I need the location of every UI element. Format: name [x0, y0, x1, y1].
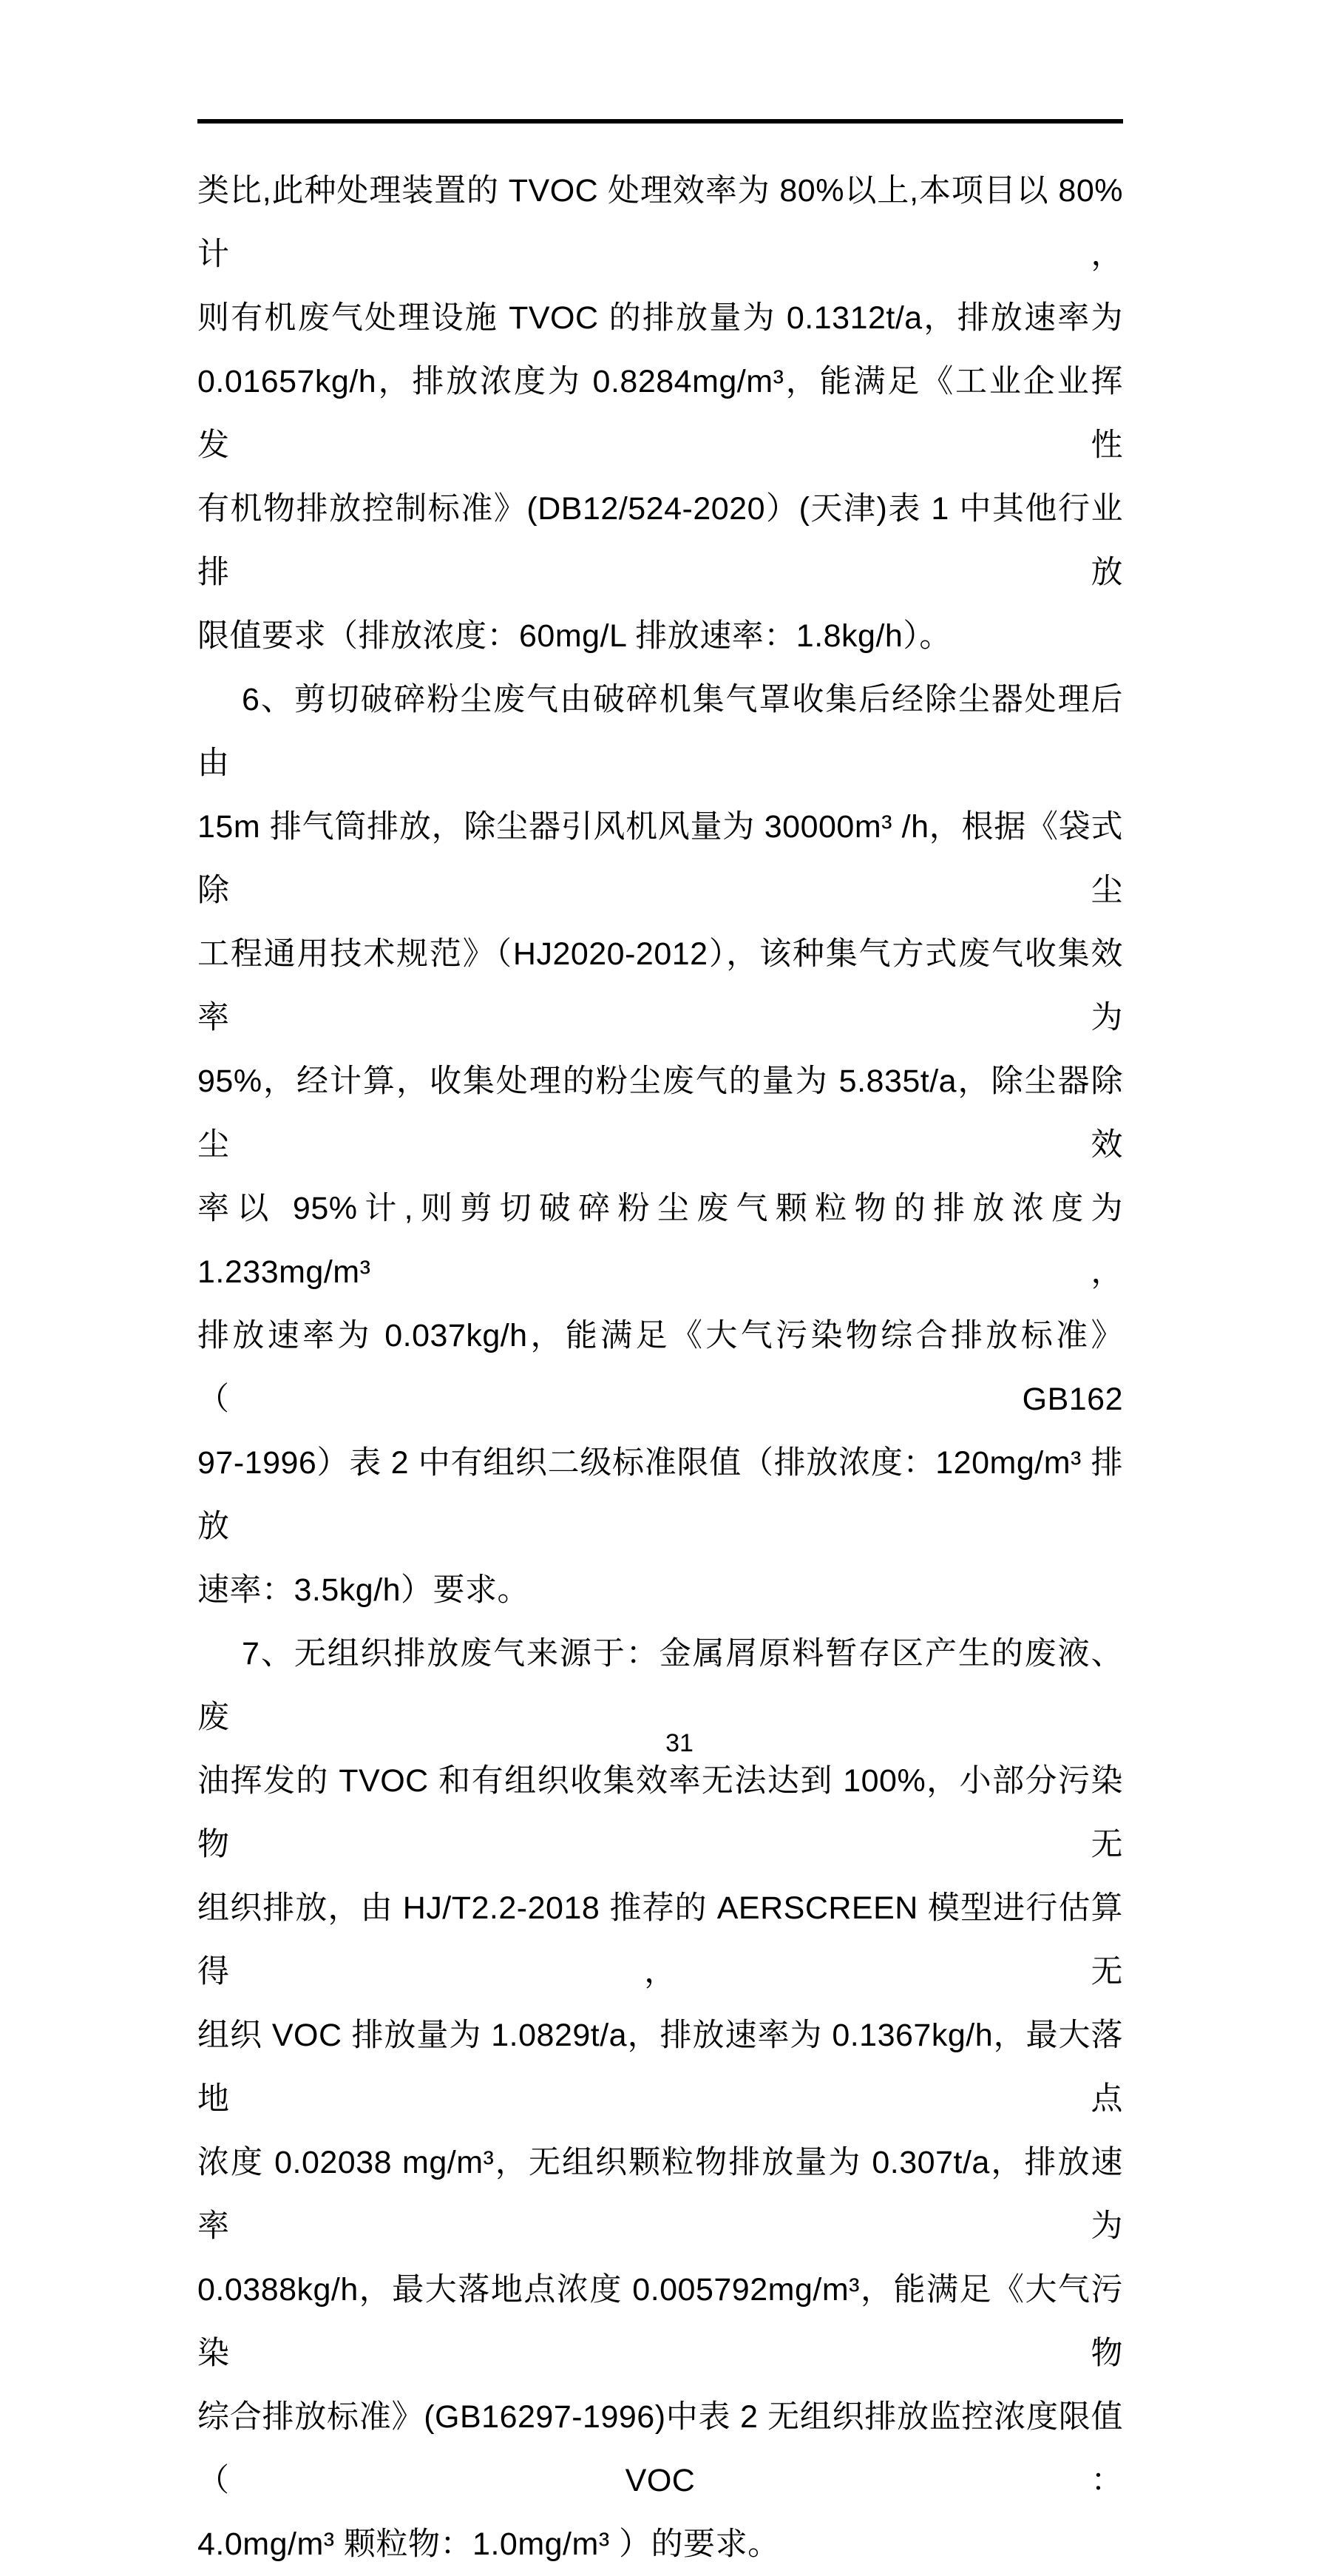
text-line: 组织 VOC 排放量为 1.0829t/a，排放速率为 0.1367kg/h，最大落地点 [197, 2018, 1123, 2117]
text-line: 速率：3.5kg/h）要求。 [197, 1572, 530, 1608]
text-line: 7、无组织排放废气来源于：金属屑原料暂存区产生的废液、废 [197, 1636, 1123, 1735]
page-footer [197, 1728, 1123, 1759]
text-line: 排放速率为 0.037kg/h，能满足《大气污染物综合排放标准》（GB162 [197, 1318, 1123, 1417]
text-line: 95%，经计算，收集处理的粉尘废气的量为 5.835t/a，除尘器除尘效 [197, 1064, 1123, 1163]
text-line: 率以 95%计,则剪切破碎粉尘废气颗粒物的排放浓度为 1.233mg/m³， [197, 1191, 1123, 1290]
text-line: 0.0388kg/h，最大落地点浓度 0.005792mg/m³，能满足《大气污染物 [197, 2272, 1123, 2371]
header-rule [197, 119, 1123, 124]
text-line: 0.01657kg/h，排放浓度为 0.8284mg/m³，能满足《工业企业挥发性 [197, 364, 1123, 463]
text-line: 97-1996）表 2 中有组织二级标准限值（排放浓度：120mg/m³ 排放 [197, 1445, 1123, 1544]
text-line: 4.0mg/m³ 颗粒物：1.0mg/m³ ）的要求。 [197, 2526, 780, 2562]
text-line: 有机物排放控制标准》(DB12/524-2020）(天津)表 1 中其他行业排放 [197, 491, 1123, 590]
text-line: 限值要求（排放浓度：60mg/L 排放速率：1.8kg/h）。 [197, 618, 952, 654]
text-line: 则有机废气处理设施 TVOC 的排放量为 0.1312t/a，排放速率为 [197, 300, 1123, 336]
text-line: 15m 排气筒排放，除尘器引风机风量为 30000m³ /h，根据《袋式除尘 [197, 809, 1123, 908]
text-line: 油挥发的 TVOC 和有组织收集效率无法达到 100%，小部分污染物无 [197, 1763, 1123, 1862]
text-line: 浓度 0.02038 mg/m³，无组织颗粒物排放量为 0.307t/a，排放速率为 [197, 2145, 1123, 2244]
document-body [197, 159, 1123, 2576]
page-number: 31 [665, 1729, 694, 1757]
text-line: 工程通用技术规范》（HJ2020-2012），该种集气方式废气收集效率为 [197, 936, 1123, 1035]
text-line: 类比,此种处理装置的 TVOC 处理效率为 80%以上,本项目以 80%计， [197, 173, 1123, 272]
text-line: 综合排放标准》(GB16297-1996)中表 2 无组织排放监控浓度限值（VOC： [197, 2399, 1123, 2498]
text-line: 6、剪切破碎粉尘废气由破碎机集气罩收集后经除尘器处理后由 [197, 682, 1123, 781]
text-line: 组织排放，由 HJ/T2.2-2018 推荐的 AERSCREEN 模型进行估算得，无 [197, 1890, 1123, 1990]
